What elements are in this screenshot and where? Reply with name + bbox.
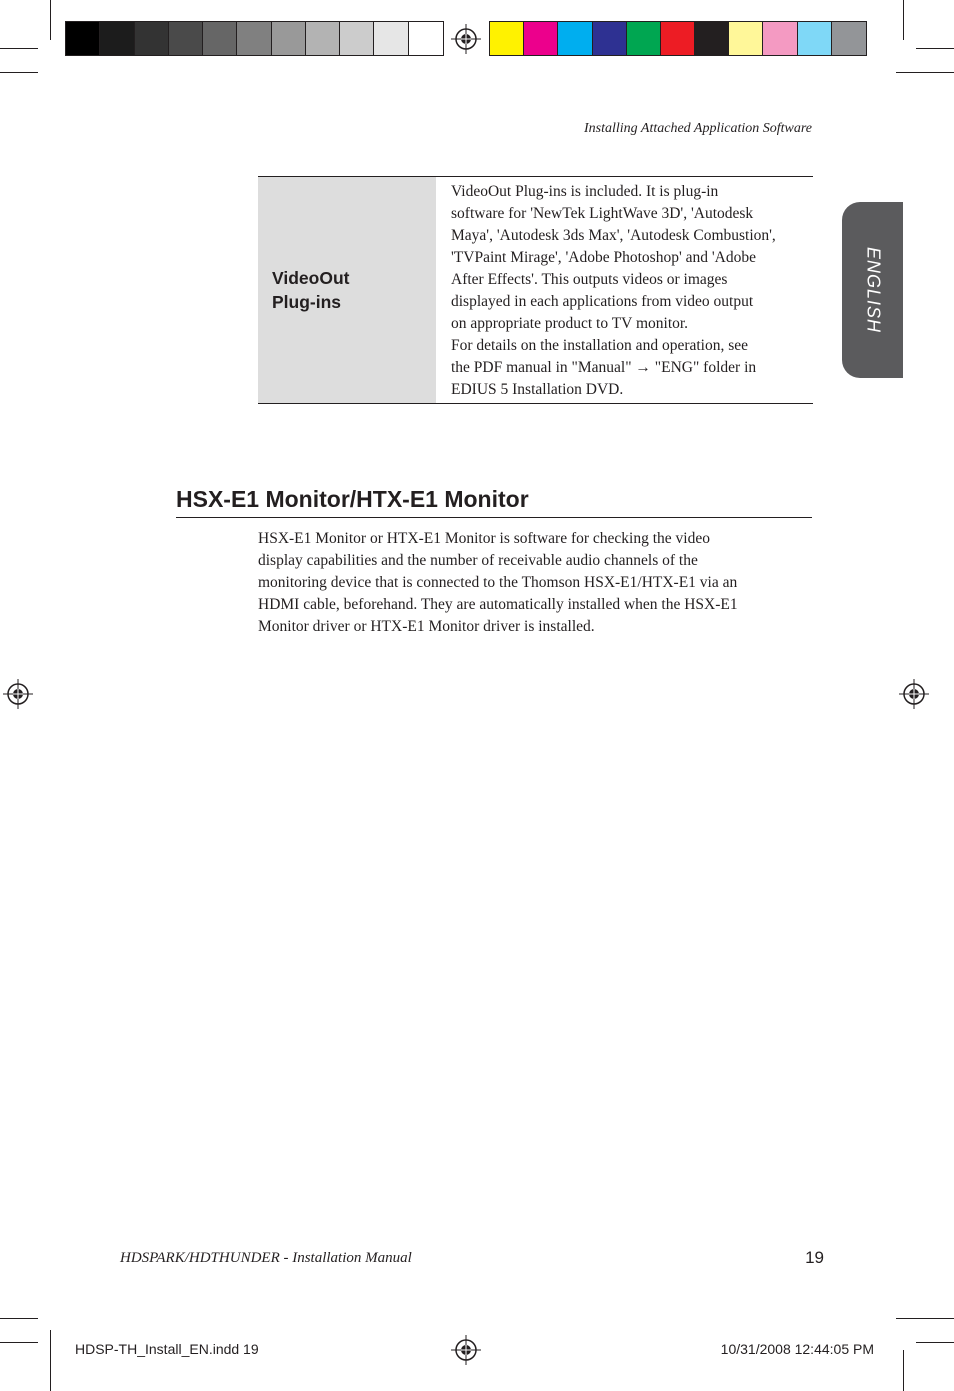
- color-swatch: [558, 22, 592, 55]
- grayscale-color-bar: [65, 21, 444, 56]
- plugin-table: [258, 176, 813, 404]
- color-swatch: [763, 22, 797, 55]
- color-swatch: [832, 22, 866, 55]
- running-head: Installing Attached Application Software: [583, 121, 812, 136]
- body-line: Monitor driver or HTX-E1 Monitor driver is installed.: [258, 618, 595, 635]
- description-line: For details on the installation and operation, see: [451, 337, 749, 354]
- color-swatch: [490, 22, 524, 55]
- language-tab: [842, 202, 903, 378]
- footer-manual-title: HDSPARK/HDTHUNDER - Installation Manual: [120, 1250, 412, 1266]
- language-tab-label: ENGLISH: [863, 246, 883, 334]
- page-number: 19: [805, 1248, 824, 1267]
- registration-mark-icon: [451, 24, 481, 54]
- color-swatch: [729, 22, 763, 55]
- color-swatch: [100, 22, 134, 55]
- color-swatch: [627, 22, 661, 55]
- color-swatch: [169, 22, 203, 55]
- color-swatch: [340, 22, 374, 55]
- color-swatch: [524, 22, 558, 55]
- color-swatch: [66, 22, 100, 55]
- color-swatch: [203, 22, 237, 55]
- body-line: HSX-E1 Monitor or HTX-E1 Monitor is software for checking the video: [258, 530, 710, 547]
- label-line: VideoOut: [272, 268, 350, 288]
- label-line: Plug-ins: [272, 292, 342, 312]
- color-swatch: [593, 22, 627, 55]
- color-swatch: [695, 22, 729, 55]
- description-line: displayed in each applications from video output: [451, 293, 754, 310]
- color-swatch: [272, 22, 306, 55]
- body-line: monitoring device that is connected to the Thomson HSX-E1/HTX-E1 via an: [258, 574, 738, 591]
- section-heading: HSX-E1 Monitor/HTX-E1 Monitor: [176, 486, 812, 518]
- registration-mark-icon: [3, 679, 33, 709]
- color-swatch: [374, 22, 408, 55]
- description-line: EDIUS 5 Installation DVD.: [451, 381, 624, 398]
- description-line: VideoOut Plug-ins is included. It is plug-in: [451, 183, 719, 200]
- color-swatch: [237, 22, 271, 55]
- registration-mark-icon: [451, 1335, 481, 1365]
- description-line: Maya', 'Autodesk 3ds Max', 'Autodesk Combustion',: [451, 227, 776, 244]
- table-label-cell: [258, 177, 436, 404]
- color-swatch: [306, 22, 340, 55]
- description-line: software for 'NewTek LightWave 3D', 'Autodesk: [451, 205, 754, 222]
- color-swatch: [409, 22, 443, 55]
- description-line: 'TVPaint Mirage', 'Adobe Photoshop' and 'Adobe: [451, 249, 756, 266]
- body-line: HDMI cable, beforehand. They are automatically installed when the HSX-E1: [258, 596, 738, 613]
- description-line: After Effects'. This outputs videos or images: [451, 271, 728, 288]
- section-body: [258, 528, 818, 638]
- table-description-cell: [436, 177, 813, 404]
- color-swatch: [661, 22, 695, 55]
- body-line: display capabilities and the number of receivable audio channels of the: [258, 552, 698, 569]
- description-line: on appropriate product to TV monitor.: [451, 315, 689, 332]
- color-swatch: [135, 22, 169, 55]
- color-swatch: [798, 22, 832, 55]
- description-line: the PDF manual in "Manual" → "ENG" folder in: [451, 359, 757, 376]
- registration-mark-icon: [899, 679, 929, 709]
- slug-filename: HDSP-TH_Install_EN.indd 19: [75, 1341, 259, 1357]
- table-row: [258, 177, 813, 404]
- process-color-bar: [489, 21, 867, 56]
- slug-datetime: 10/31/2008 12:44:05 PM: [720, 1341, 874, 1357]
